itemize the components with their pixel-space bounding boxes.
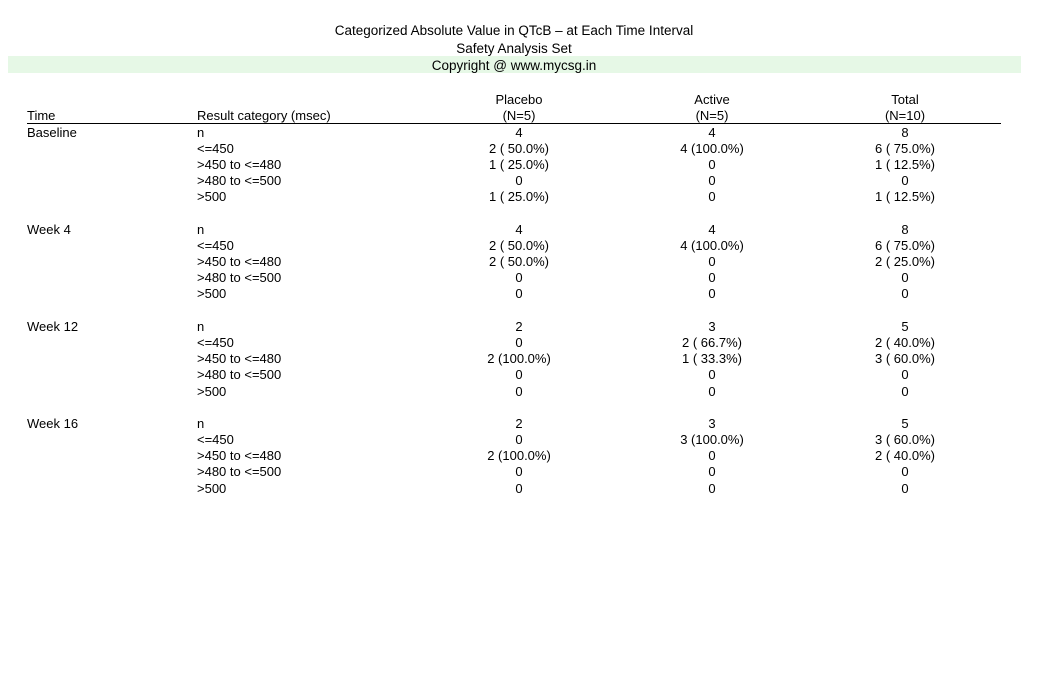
category-cell: >450 to <=480 (197, 351, 282, 366)
category-cell: >480 to <=500 (197, 464, 282, 479)
total-cell: 8 (901, 125, 909, 140)
placebo-cell: 2 ( 50.0%) (489, 238, 549, 253)
category-cell: n (197, 416, 205, 431)
total-cell: 6 ( 75.0%) (875, 141, 935, 156)
category-cell: >500 (197, 481, 227, 496)
placebo-cell: 2 (100.0%) (487, 351, 551, 366)
time-label-baseline: Baseline (27, 125, 77, 140)
placebo-cell: 2 (515, 416, 523, 431)
category-cell: n (197, 222, 205, 237)
active-cell: 0 (708, 286, 716, 301)
time-label-week-4: Week 4 (27, 222, 71, 237)
total-cell: 6 ( 75.0%) (875, 238, 935, 253)
active-cell: 3 (100.0%) (680, 432, 744, 447)
report-subtitle: Safety Analysis Set (456, 41, 572, 56)
total-cell: 5 (901, 319, 909, 334)
total-cell: 0 (901, 464, 909, 479)
active-cell: 0 (708, 464, 716, 479)
active-cell: 3 (708, 416, 716, 431)
total-cell: 0 (901, 286, 909, 301)
placebo-cell: 1 ( 25.0%) (489, 157, 549, 172)
total-cell: 3 ( 60.0%) (875, 351, 935, 366)
header-total-n: (N=10) (884, 108, 926, 123)
total-cell: 3 ( 60.0%) (875, 432, 935, 447)
category-cell: <=450 (197, 141, 234, 156)
placebo-cell: 0 (515, 367, 523, 382)
category-cell: >480 to <=500 (197, 270, 282, 285)
active-cell: 4 (100.0%) (680, 141, 744, 156)
total-cell: 2 ( 40.0%) (875, 335, 935, 350)
total-cell: 1 ( 12.5%) (875, 157, 935, 172)
active-cell: 2 ( 66.7%) (682, 335, 742, 350)
active-cell: 0 (708, 270, 716, 285)
placebo-cell: 2 (515, 319, 523, 334)
category-cell: <=450 (197, 238, 234, 253)
total-cell: 2 ( 40.0%) (875, 448, 935, 463)
category-cell: >500 (197, 189, 227, 204)
header-active-name: Active (694, 92, 730, 107)
header-placebo-n: (N=5) (502, 108, 536, 123)
placebo-cell: 1 ( 25.0%) (489, 189, 549, 204)
category-cell: >450 to <=480 (197, 157, 282, 172)
placebo-cell: 0 (515, 432, 523, 447)
placebo-cell: 2 ( 50.0%) (489, 254, 549, 269)
placebo-cell: 2 ( 50.0%) (489, 141, 549, 156)
placebo-cell: 0 (515, 464, 523, 479)
active-cell: 0 (708, 254, 716, 269)
copyright-notice: Copyright @ www.mycsg.in (431, 58, 597, 73)
total-cell: 0 (901, 481, 909, 496)
active-cell: 4 (708, 125, 716, 140)
category-cell: >450 to <=480 (197, 448, 282, 463)
placebo-cell: 0 (515, 335, 523, 350)
placebo-cell: 4 (515, 222, 523, 237)
header-rule-right (423, 123, 1001, 124)
active-cell: 0 (708, 173, 716, 188)
placebo-cell: 2 (100.0%) (487, 448, 551, 463)
category-cell: >500 (197, 286, 227, 301)
category-cell: >500 (197, 384, 227, 399)
active-cell: 0 (708, 481, 716, 496)
active-cell: 4 (100.0%) (680, 238, 744, 253)
active-cell: 0 (708, 157, 716, 172)
category-cell: >450 to <=480 (197, 254, 282, 269)
category-cell: <=450 (197, 432, 234, 447)
active-cell: 3 (708, 319, 716, 334)
header-time: Time (27, 108, 56, 123)
category-cell: n (197, 319, 205, 334)
category-cell: >480 to <=500 (197, 367, 282, 382)
total-cell: 0 (901, 384, 909, 399)
total-cell: 8 (901, 222, 909, 237)
active-cell: 0 (708, 367, 716, 382)
total-cell: 1 ( 12.5%) (875, 189, 935, 204)
placebo-cell: 4 (515, 125, 523, 140)
header-rule-left (27, 123, 423, 124)
header-active-n: (N=5) (695, 108, 729, 123)
active-cell: 0 (708, 189, 716, 204)
placebo-cell: 0 (515, 384, 523, 399)
total-cell: 0 (901, 270, 909, 285)
header-placebo-name: Placebo (495, 92, 543, 107)
placebo-cell: 0 (515, 173, 523, 188)
total-cell: 5 (901, 416, 909, 431)
placebo-cell: 0 (515, 270, 523, 285)
total-cell: 0 (901, 367, 909, 382)
report-title: Categorized Absolute Value in QTcB – at Each Time Interval (334, 23, 694, 38)
placebo-cell: 0 (515, 286, 523, 301)
header-result-category: Result category (msec) (197, 108, 331, 123)
category-cell: <=450 (197, 335, 234, 350)
active-cell: 4 (708, 222, 716, 237)
header-total-name: Total (891, 92, 919, 107)
total-cell: 0 (901, 173, 909, 188)
active-cell: 0 (708, 448, 716, 463)
total-cell: 2 ( 25.0%) (875, 254, 935, 269)
placebo-cell: 0 (515, 481, 523, 496)
time-label-week-12: Week 12 (27, 319, 79, 334)
category-cell: >480 to <=500 (197, 173, 282, 188)
category-cell: n (197, 125, 205, 140)
active-cell: 0 (708, 384, 716, 399)
time-label-week-16: Week 16 (27, 416, 79, 431)
active-cell: 1 ( 33.3%) (682, 351, 742, 366)
